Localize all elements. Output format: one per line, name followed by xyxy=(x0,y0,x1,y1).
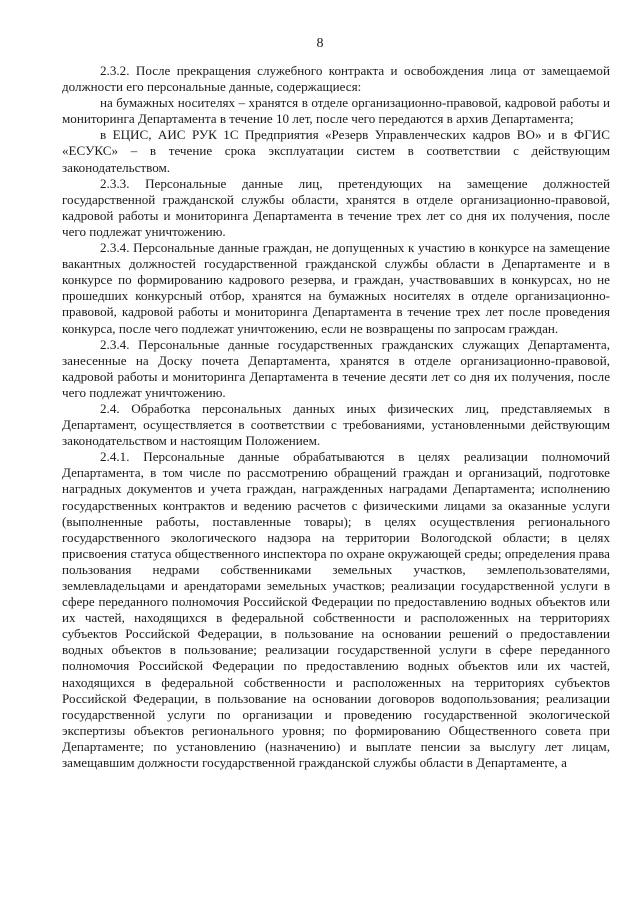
paragraph-2-3-3: 2.3.3. Персональные данные лиц, претендующих на замещение должностей государственной гражданской службы области, хранятся в отделе организационно-правовой, кадровой работы и мониторинга Департамента в течение трех лет со дня их получения, после чего подлежат уничтожению. xyxy=(62,175,610,239)
paragraph-2-4: 2.4. Обработка персональных данных иных физических лиц, представляемых в Департамент, осуществляется в соответствии с требованиями, установленными действующим законодательством и настоящим Положением. xyxy=(62,400,610,449)
paragraph-2-3-4-b: 2.3.4. Персональные данные государственных гражданских служащих Департамента, занесенные на Доску почета Департамента, хранятся в отделе организационно-правовой, кадровой работы и мониторинга Департамента в течение десяти лет со дня их получения, после чего подлежат уничтожению. xyxy=(62,336,610,400)
paragraph-2-3-4-a: 2.3.4. Персональные данные граждан, не допущенных к участию в конкурсе на замещение вакантных должностей государственной гражданской службы области в Департаменте и в конкурсе по формированию кадрового резерва, и граждан, участвовавших в конкурсах, но не прошедших конкурсный отбор, хранятся на бумажных носителях в отделе организационно-правовой, кадровой работы и мониторинга Департамента в течение трех лет после проведения конкурса, после чего подлежат уничтожению, если не возвращены по запросам граждан. xyxy=(62,240,610,336)
page-number: 8 xyxy=(316,36,324,51)
paragraph-2-3-2: 2.3.2. После прекращения служебного контракта и освобождения лица от замещаемой должности его персональные данные, содержащиеся: xyxy=(62,63,610,95)
paragraph-2-4-1: 2.4.1. Персональные данные обрабатываются в целях реализации полномочий Департамента, в том числе по рассмотрению обращений граждан и организаций, подготовке наградных документов и учета граждан, награжденных наградами Департамента; исполнению государственных контрактов и ведению расчетов с физическими лицами за оказанные услуги (выполненные работы, поставленные товары); в целях осуществления регионального государственного экологического надзора на территории Вологодской области; в целях присвоения статуса общественного инспектора по охране окружающей среды; определения права пользования недрами собственниками земельных участков, землепользователями, землевладельцами и арендаторами земельных участков; реализации государственной услуги в сфере переданного полномочия Российской Федерации по предоставлению водных объектов или их частей, находящихся в федеральной собственности и расположенных на территориях субъектов Российской Федерации, в пользование на основании решений о предоставлении водных объектов в пользование; реализации государственной услуги в сфере переданного полномочия Российской Федерации по предоставлению водных объектов или их частей, находящихся в федеральной собственности и расположенных на территориях субъектов Российской Федерации, в пользование на основании договоров водопользования; реализации государственной услуги по организации и проведению государственной экологической экспертизы объектов регионального уровня; по формированию Общественного совета при Департаменте; по установлению (назначению) и выплате пенсии за выслугу лет лицам, замещавшим должности государственной гражданской службы области в Департаменте, а xyxy=(62,449,610,771)
document-body xyxy=(62,63,610,771)
paragraph-paper-storage: на бумажных носителях – хранятся в отделе организационно-правовой, кадровой работы и мониторинга Департамента в течение 10 лет, после чего передаются в архив Департамента; xyxy=(62,95,610,127)
paragraph-system-storage: в ЕЦИС, АИС РУК 1С Предприятия «Резерв Управленческих кадров ВО» и в ФГИС «ЕСУКС» – в течение срока эксплуатации систем в соответствии с действующим законодательством. xyxy=(62,127,610,175)
